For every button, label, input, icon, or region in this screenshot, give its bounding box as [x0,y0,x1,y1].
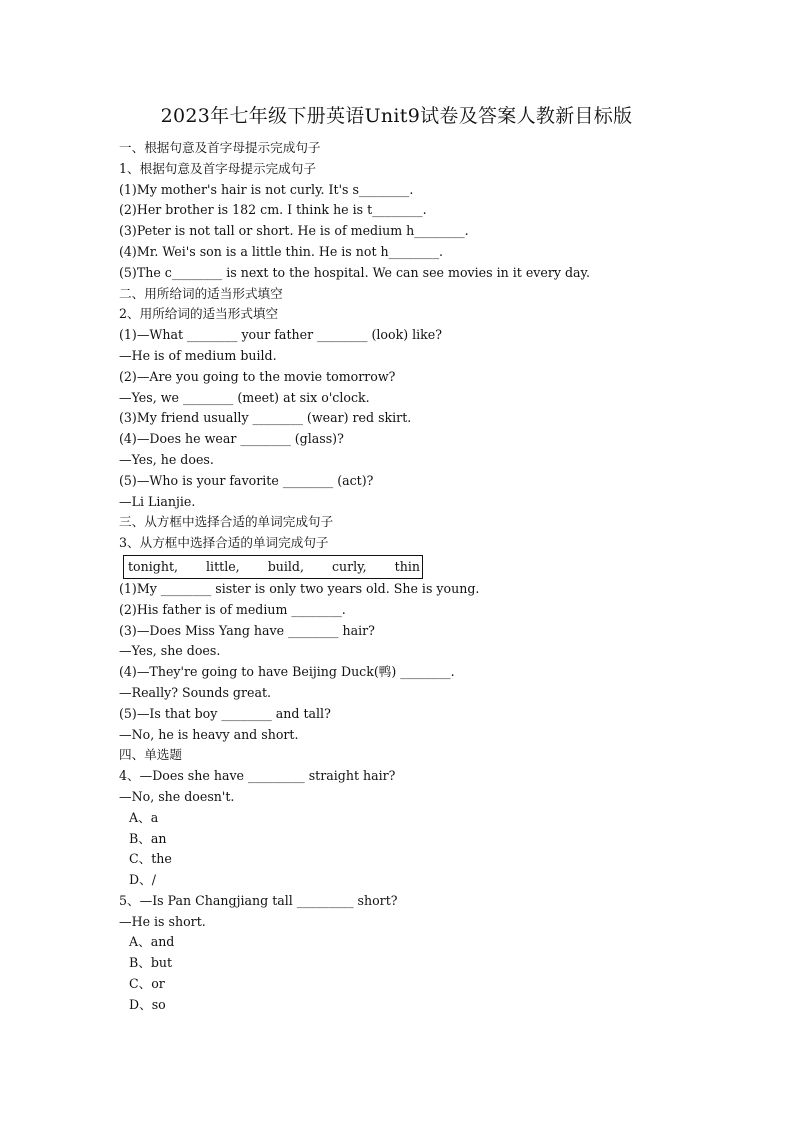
choice-option: D、so [129,996,166,1012]
question-item: (5)—Is that boy ________ and tall? [119,705,331,721]
section-heading: 三、从方框中选择合适的单词完成句子 [119,514,334,530]
section-heading: 四、单选题 [119,747,182,763]
answer-line: —Really? Sounds great. [119,684,272,700]
answer-line: —No, she doesn't. [119,788,235,804]
question-item: (3)Peter is not tall or short. He is of medium h________. [119,223,469,239]
question-item: (1)—What ________ your father ________ (look) like? [119,327,443,343]
question-item: 4、—Does she have _________ straight hair? [119,768,396,784]
question-item: (2)His father is of medium ________. [119,601,346,617]
question-item: (5)The c________ is next to the hospital. We can see movies in it every day. [119,264,590,280]
choice-option: D、/ [129,872,156,888]
section-heading: 一、根据句意及首字母提示完成句子 [119,140,321,155]
question-item: (5)—Who is your favorite ________ (act)? [119,472,374,488]
choice-option: C、the [129,851,172,867]
question-item: (1)My mother's hair is not curly. It's s________. [119,181,414,197]
question-item: 5、—Is Pan Changjiang tall _________ short? [119,892,398,908]
question-item: (4)Mr. Wei's son is a little thin. He is not h________. [119,243,444,259]
section-heading: 二、用所给词的适当形式填空 [119,285,283,301]
answer-line: —Yes, he does. [119,451,214,467]
word-box-row [119,554,719,579]
page-title: 2023年七年级下册英语Unit9试卷及答案人教新目标版 [160,105,633,127]
question-item: (4)—Does he wear ________ (glass)? [119,431,344,447]
answer-line: —He is of medium build. [119,347,277,363]
question-heading: 3、从方框中选择合适的单词完成句子 [119,535,329,551]
choice-option: B、but [129,955,173,971]
choice-option: B、an [129,830,167,846]
document-body [119,138,719,1016]
answer-line: —No, he is heavy and short. [119,726,299,742]
question-item: (3)—Does Miss Yang have ________ hair? [119,622,375,638]
choice-option: C、or [129,976,165,992]
question-item: (2)—Are you going to the movie tomorrow? [119,368,396,384]
question-heading: 2、用所给词的适当形式填空 [119,306,279,322]
word-box: tonight, little, build, curly, thin [123,555,423,579]
question-item: (3)My friend usually ________ (wear) red skirt. [119,410,412,426]
question-heading: 1、根据句意及首字母提示完成句子 [119,160,316,176]
answer-line: —Li Lianjie. [119,493,196,509]
answer-line: —Yes, we ________ (meet) at six o'clock. [119,389,370,405]
question-item: (2)Her brother is 182 cm. I think he is t________. [119,202,427,218]
choice-option: A、a [129,809,159,825]
answer-line: —Yes, she does. [119,643,221,659]
answer-line: —He is short. [119,913,206,929]
choice-option: A、and [129,934,175,950]
question-item: (1)My ________ sister is only two years old. She is young. [119,580,480,596]
question-item: (4)—They're going to have Beijing Duck(鸭) ________. [119,664,455,680]
